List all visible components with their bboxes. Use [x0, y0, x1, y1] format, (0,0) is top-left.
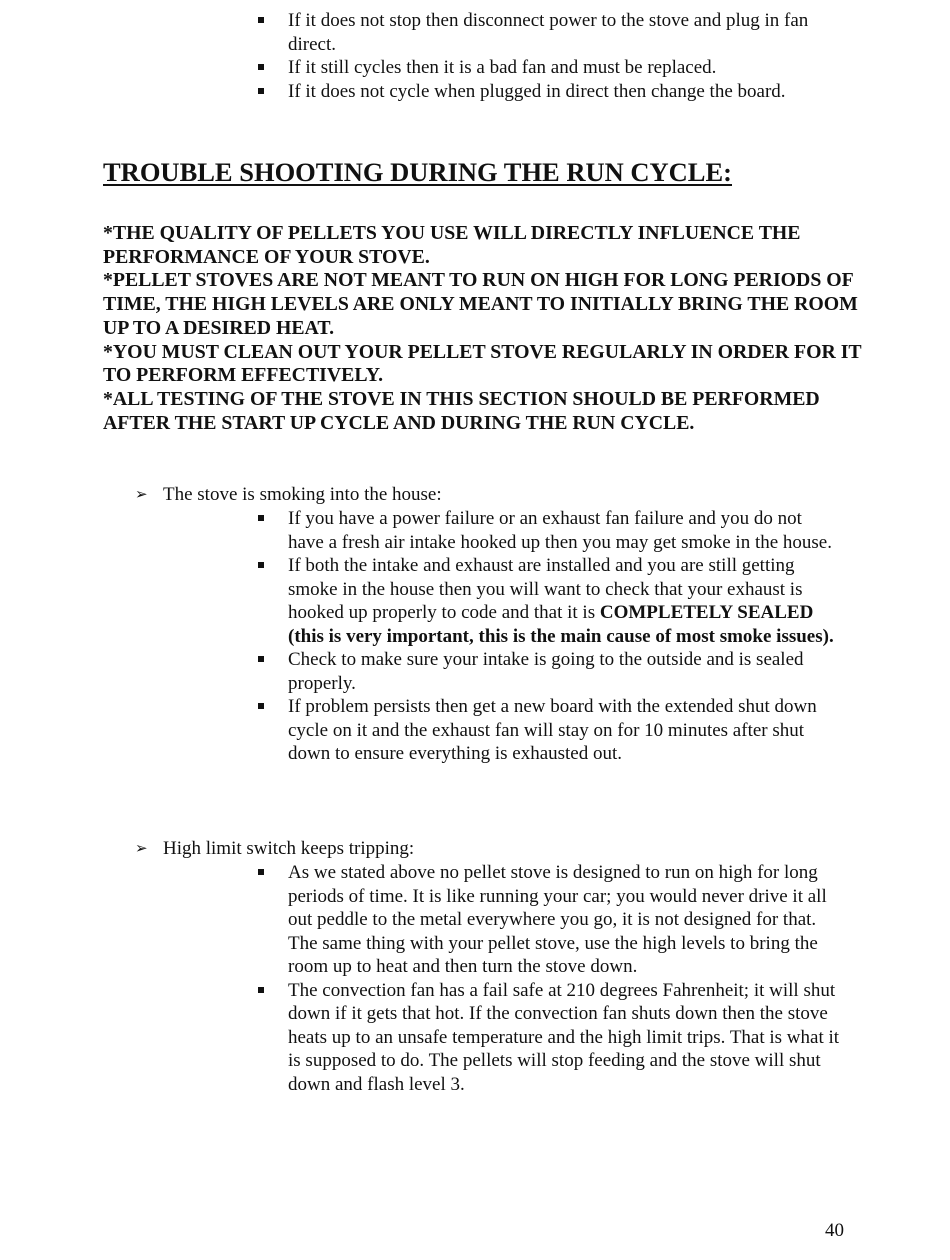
note-pellet-quality: *THE QUALITY OF PELLETS YOU USE WILL DIRECTLY INFLUENCE THE PERFORMANCE OF YOUR STOVE.: [103, 222, 801, 268]
list-item: [258, 554, 838, 648]
important-notes: [103, 222, 863, 435]
square-bullet-icon: [258, 88, 264, 94]
solution-list: [258, 507, 838, 766]
bullet-text: If it does not stop then disconnect power to the stove and plug in fan direct.: [288, 10, 809, 55]
note-cleaning: *YOU MUST CLEAN OUT YOUR PELLET STOVE REGULARLY IN ORDER FOR IT TO PERFORM EFFECTIVELY.: [103, 340, 862, 387]
arrow-bullet-icon: ➢: [135, 485, 148, 503]
square-bullet-icon: [258, 515, 264, 521]
problem-title: The stove is smoking into the house:: [163, 484, 442, 505]
bullet-text: If it does not cycle when plugged in direct then change the board.: [288, 80, 786, 102]
bullet-text: If problem persists then get a new board with the extended shut down cycle on it and the exhaust fan will stay on for 10 minutes after shut down to ensure everything is exhausted out.: [288, 696, 817, 764]
solution-list: [258, 861, 843, 1096]
section-heading: TROUBLE SHOOTING DURING THE RUN CYCLE:: [103, 157, 732, 187]
bullet-text: If it still cycles then it is a bad fan and must be replaced.: [288, 57, 717, 78]
continued-bullet-list: [258, 9, 838, 103]
bullet-text: If both the intake and exhaust are installed and you are still getting smoke in the house then you will want to check that your exhaust is hooked up properly to code and that it is: [288, 555, 803, 623]
problem-title: High limit switch keeps tripping:: [163, 838, 415, 859]
problem-heading: [135, 483, 442, 507]
list-item: [258, 861, 843, 979]
square-bullet-icon: [258, 656, 264, 662]
note-high-levels: *PELLET STOVES ARE NOT MEANT TO RUN ON HIGH FOR LONG PERIODS OF TIME, THE HIGH LEVELS ARE ONLY MEANT TO INITIALLY BRING THE ROOM UP TO A DESIRED HEAT.: [103, 269, 858, 339]
arrow-bullet-icon: ➢: [135, 839, 148, 857]
problem-heading: [135, 837, 414, 861]
list-item: [258, 507, 838, 554]
bullet-text: If you have a power failure or an exhaust fan failure and you do not have a fresh air intake hooked up then you may get smoke in the house.: [288, 508, 832, 553]
square-bullet-icon: [258, 562, 264, 568]
bullet-text: The convection fan has a fail safe at 210 degrees Fahrenheit; it will shut down if it gets that hot. If the convection fan shuts down then the stove heats up to an unsafe temperature and the high limit trips. That is what it is supposed to do. The pellets will stop feeding and the stove will shut down and flash level 3.: [288, 979, 840, 1095]
square-bullet-icon: [258, 869, 264, 875]
list-item: [258, 56, 838, 80]
list-item: [258, 648, 838, 695]
list-item: [258, 695, 838, 766]
list-item: [258, 9, 838, 56]
square-bullet-icon: [258, 703, 264, 709]
bullet-text: As we stated above no pellet stove is designed to run on high for long periods of time. It is like running your car; you would never drive it all out peddle to the metal everywhere you go, it is not designed for that. The same thing with your pellet stove, use the high levels to bring the room up to heat and then turn the stove down.: [288, 862, 827, 977]
page-number: 40: [825, 1220, 844, 1241]
list-item: [258, 80, 838, 104]
square-bullet-icon: [258, 17, 264, 23]
bullet-text: Check to make sure your intake is going to the outside and is sealed properly.: [288, 649, 804, 694]
square-bullet-icon: [258, 64, 264, 70]
list-item: [258, 979, 843, 1097]
bullet-emphasis: COMPLETELY SEALED (this is very important, this is the main cause of most smoke issues).: [288, 602, 834, 647]
note-testing: *ALL TESTING OF THE STOVE IN THIS SECTION SHOULD BE PERFORMED AFTER THE START UP CYCLE AND DURING THE RUN CYCLE.: [103, 387, 820, 434]
square-bullet-icon: [258, 987, 264, 993]
